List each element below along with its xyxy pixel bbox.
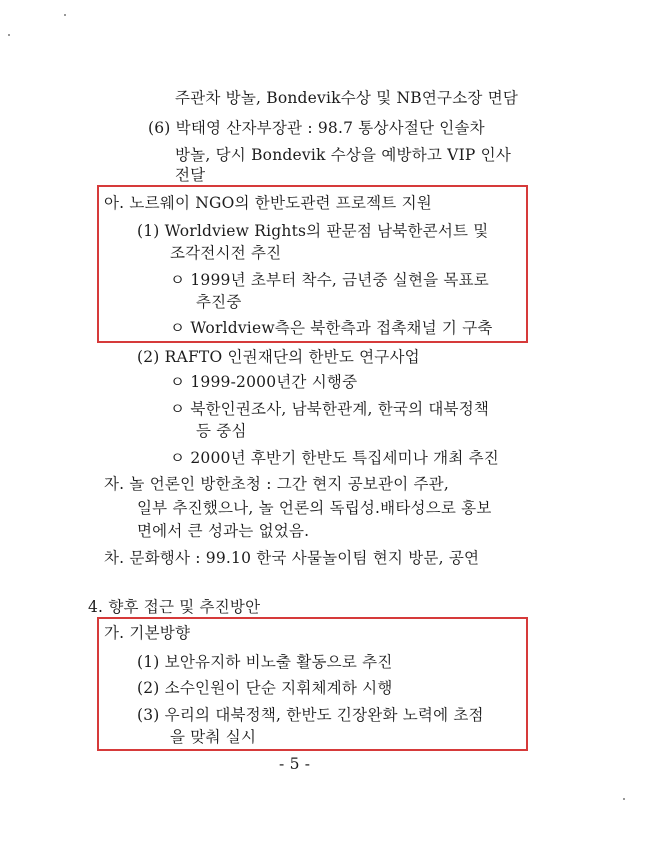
text-line: (3) 우리의 대북정책, 한반도 긴장완화 노력에 초점 bbox=[137, 706, 484, 724]
bullet-text: 2000년 후반기 한반도 특집세미나 개최 추진 bbox=[190, 449, 499, 467]
text-line: 방놀, 당시 Bondevik 수상을 예방하고 VIP 인사 bbox=[175, 146, 511, 164]
bullet-item bbox=[170, 448, 499, 468]
scan-speck bbox=[8, 34, 10, 36]
scan-speck bbox=[623, 798, 625, 800]
text-line: 을 맞춰 실시 bbox=[170, 728, 257, 746]
section-heading: 가. 기본방향 bbox=[104, 624, 191, 642]
bullet-icon: ㅇ bbox=[170, 271, 186, 289]
bullet-icon: ㅇ bbox=[170, 449, 186, 467]
section-heading: 자. 놀 언론인 방한초청 : 그간 현지 공보관이 주관, bbox=[104, 475, 449, 493]
bullet-icon: ㅇ bbox=[170, 373, 186, 391]
text-line: 등 중심 bbox=[196, 422, 247, 440]
chapter-heading: 4. 향후 접근 및 추진방안 bbox=[88, 598, 261, 616]
bullet-icon: ㅇ bbox=[170, 319, 186, 337]
bullet-item bbox=[170, 270, 489, 290]
text-line: 추진중 bbox=[196, 293, 242, 311]
bullet-item bbox=[170, 318, 493, 338]
text-line: 면에서 큰 성과는 없었음. bbox=[137, 522, 310, 540]
text-line: 일부 추진했으나, 놀 언론의 독립성.배타성으로 홍보 bbox=[137, 499, 492, 517]
bullet-item bbox=[170, 399, 489, 419]
text-line: (1) 보안유지하 비노출 활동으로 추진 bbox=[137, 653, 393, 671]
text-line: 전달 bbox=[175, 166, 206, 184]
bullet-text: 1999년 초부터 착수, 금년중 실현을 목표로 bbox=[190, 271, 489, 289]
text-line: (2) 소수인원이 단순 지휘체계하 시행 bbox=[137, 679, 393, 697]
bullet-text: Worldview측은 북한측과 접촉채널 기 구축 bbox=[190, 319, 493, 337]
bullet-item bbox=[170, 372, 357, 392]
text-line: (2) RAFTO 인권재단의 한반도 연구사업 bbox=[137, 348, 420, 366]
text-line: 조각전시전 추진 bbox=[170, 244, 282, 262]
section-heading: 아. 노르웨이 NGO의 한반도관련 프로젝트 지원 bbox=[104, 194, 432, 212]
bullet-icon: ㅇ bbox=[170, 400, 186, 418]
text-line: (1) Worldview Rights의 판문점 남북한콘서트 및 bbox=[137, 222, 489, 240]
bullet-text: 1999-2000년간 시행중 bbox=[190, 373, 358, 391]
page-number: - 5 - bbox=[279, 755, 311, 773]
text-line: 주관차 방놀, Bondevik수상 및 NB연구소장 면담 bbox=[175, 89, 519, 107]
text-line: (6) 박태영 산자부장관 : 98.7 통상사절단 인솔차 bbox=[148, 119, 485, 137]
bullet-text: 북한인권조사, 남북한관계, 한국의 대북정책 bbox=[190, 400, 490, 418]
section-heading: 차. 문화행사 : 99.10 한국 사물놀이팀 현지 방문, 공연 bbox=[104, 549, 480, 567]
scan-speck bbox=[64, 14, 66, 16]
